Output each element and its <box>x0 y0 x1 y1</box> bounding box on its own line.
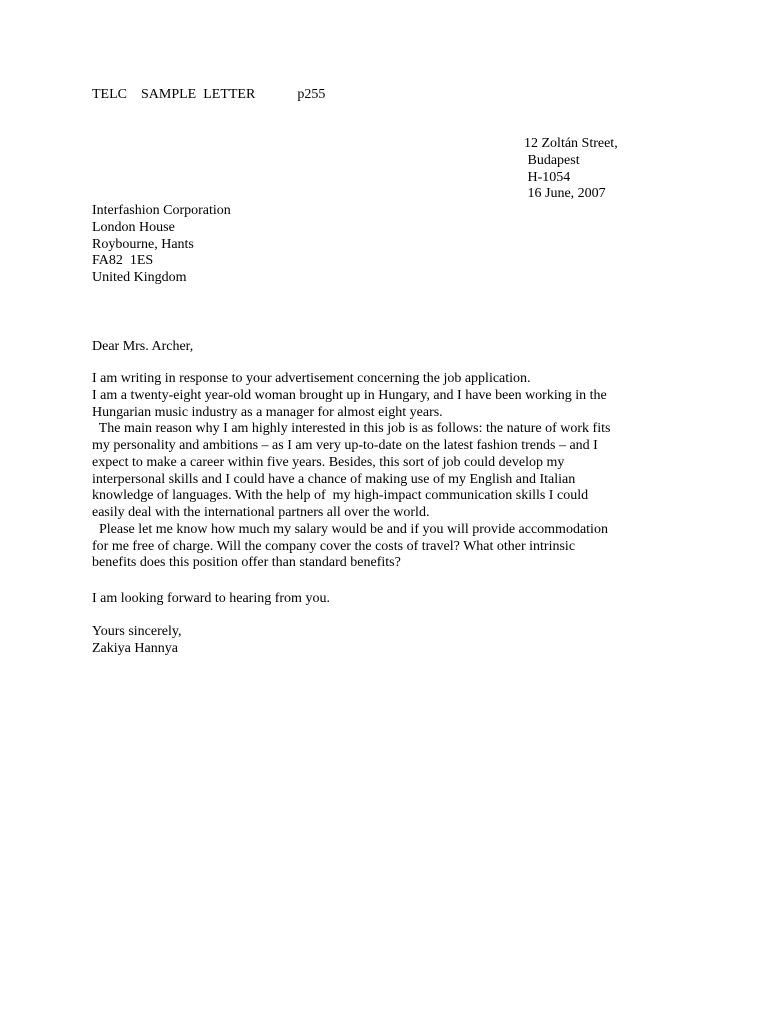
recipient-postcode: FA82 1ES <box>92 253 154 269</box>
sign-off: Yours sincerely, <box>92 624 182 639</box>
body-line: The main reason why I am highly interested in this job is as follows: the nature of work fits <box>92 421 611 437</box>
body-line: for me free of charge. Will the company cover the costs of travel? What other intrinsic <box>92 538 576 554</box>
body-line: benefits does this position offer than standard benefits? <box>92 555 401 571</box>
body-line: my personality and ambitions – as I am very up-to-date on the latest fashion trends – and I <box>92 438 598 453</box>
recipient-building: London House <box>92 219 175 235</box>
body-line: I am a twenty-eight year-old woman brought up in Hungary, and I have been working in the <box>92 387 607 403</box>
sender-city: Budapest <box>524 152 580 168</box>
signature-name: Zakiya Hannya <box>92 641 178 656</box>
body-line: expect to make a career within five years. Besides, this sort of job could develop my <box>92 454 565 470</box>
body-line: knowledge of languages. With the help of my high-impact communication skills I could <box>92 488 589 504</box>
letter-heading: TELC SAMPLE LETTER p255 <box>92 87 326 102</box>
recipient-company: Interfashion Corporation <box>92 203 231 218</box>
sender-postcode: H-1054 <box>524 169 571 185</box>
sender-address <box>524 136 618 203</box>
letter-body <box>92 371 610 572</box>
body-line: I am writing in response to your advertisement concerning the job application. <box>92 371 531 386</box>
body-line: Hungarian music industry as a manager for almost eight years. <box>92 404 443 420</box>
sender-street: 12 Zoltán Street, <box>524 136 618 151</box>
recipient-town: Roybourne, Hants <box>92 236 194 252</box>
body-line: interpersonal skills and I could have a chance of making use of my English and Italian <box>92 471 576 487</box>
body-line: Please let me know how much my salary would be and if you will provide accommodation <box>92 521 608 537</box>
body-line: easily deal with the international partners all over the world. <box>92 505 430 520</box>
recipient-address <box>92 203 231 287</box>
salutation: Dear Mrs. Archer, <box>92 339 194 354</box>
closing-line: I am looking forward to hearing from you. <box>92 591 330 606</box>
recipient-country: United Kingdom <box>92 270 187 285</box>
letter-date: 16 June, 2007 <box>524 186 606 202</box>
